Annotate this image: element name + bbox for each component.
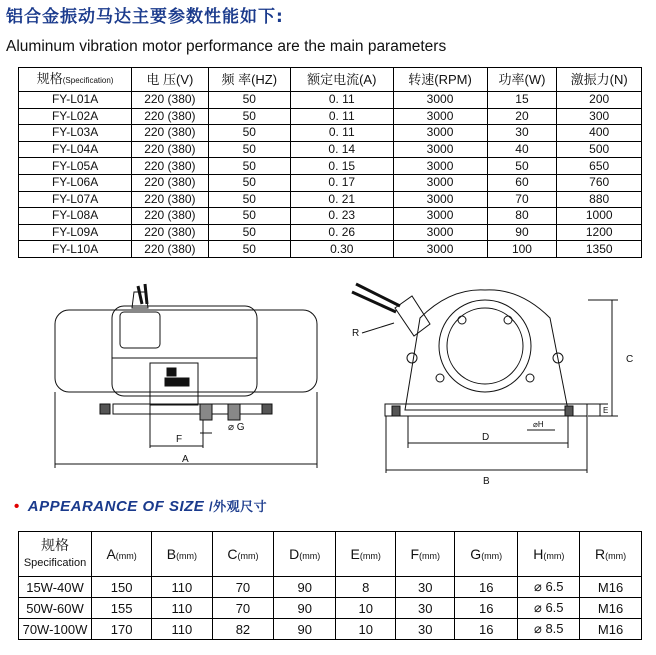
spec-cell: 3000 [393, 208, 487, 225]
size-cell: 30 [396, 598, 455, 619]
spec-cell: 880 [557, 191, 642, 208]
size-cell: 110 [152, 577, 212, 598]
spec-cell: 1000 [557, 208, 642, 225]
spec-cell: 300 [557, 108, 642, 125]
size-cell: 8 [336, 577, 396, 598]
spec-cell: 90 [487, 224, 557, 241]
spec-cell: 220 (380) [132, 191, 208, 208]
spec-cell: 30 [487, 125, 557, 142]
front-label-h: ⌀H [533, 420, 544, 429]
bullet-icon: • [14, 498, 20, 515]
spec-row [19, 141, 642, 158]
spec-cell: 3000 [393, 108, 487, 125]
spec-cell: 220 (380) [132, 174, 208, 191]
size-cell: ⌀ 6.5 [518, 598, 580, 619]
spec-row [19, 92, 642, 109]
size-header-e: E(mm) [336, 532, 396, 577]
size-header-h: H(mm) [518, 532, 580, 577]
size-header-specification: 规格 Specification [19, 532, 92, 577]
size-header-a: A(mm) [92, 532, 152, 577]
appearance-title: • APPEARANCE OF SIZE /外观尺寸 [14, 498, 268, 515]
spec-cell: 3000 [393, 158, 487, 175]
spec-cell: FY-L07A [19, 191, 132, 208]
size-cell: 90 [274, 598, 336, 619]
page-title-cn: 铝合金振动马达主要参数性能如下: [6, 7, 284, 27]
front-label-b: B [483, 476, 490, 487]
size-header-b: B(mm) [152, 532, 212, 577]
spec-header-specification: 规格(Specification) [19, 68, 132, 92]
size-header-row [19, 532, 642, 577]
spec-cell: FY-L04A [19, 141, 132, 158]
spec-cell: 1350 [557, 241, 642, 258]
size-cell: ⌀ 8.5 [518, 619, 580, 640]
spec-cell: 220 (380) [132, 224, 208, 241]
spec-cell: 40 [487, 141, 557, 158]
spec-header-power: 功率(W) [487, 68, 557, 92]
size-cell: M16 [580, 577, 642, 598]
front-label-e: E [603, 406, 609, 415]
spec-cell: 50 [487, 158, 557, 175]
size-cell: 170 [92, 619, 152, 640]
size-cell: 150 [92, 577, 152, 598]
size-cell: 50W-60W [19, 598, 92, 619]
front-label-d: D [482, 432, 490, 443]
size-cell: M16 [580, 619, 642, 640]
size-cell: 90 [274, 577, 336, 598]
spec-cell: 650 [557, 158, 642, 175]
size-cell: 155 [92, 598, 152, 619]
spec-cell: 50 [208, 92, 290, 109]
size-cell: 30 [396, 577, 455, 598]
spec-cell: 50 [208, 191, 290, 208]
spec-cell: 0. 17 [291, 174, 393, 191]
spec-cell: 50 [208, 141, 290, 158]
size-cell: 70W-100W [19, 619, 92, 640]
size-cell: 10 [336, 598, 396, 619]
spec-cell: 0. 14 [291, 141, 393, 158]
size-cell: 10 [336, 619, 396, 640]
dimension-drawing [0, 278, 656, 488]
spec-cell: 220 (380) [132, 92, 208, 109]
spec-cell: 50 [208, 224, 290, 241]
spec-cell: FY-L01A [19, 92, 132, 109]
spec-cell: 50 [208, 158, 290, 175]
front-label-r: R [352, 328, 360, 339]
spec-header-speed: 转速(RPM) [393, 68, 487, 92]
side-label-g: ⌀ G [228, 422, 245, 433]
spec-header-row [19, 68, 642, 92]
spec-cell: 3000 [393, 191, 487, 208]
spec-cell: 0. 26 [291, 224, 393, 241]
spec-row [19, 191, 642, 208]
spec-header-voltage: 电 压(V) [132, 68, 208, 92]
size-cell: 16 [455, 619, 518, 640]
spec-cell: 50 [208, 174, 290, 191]
front-label-c: C [626, 354, 634, 365]
spec-cell: 100 [487, 241, 557, 258]
spec-header-frequency: 频 率(HZ) [208, 68, 290, 92]
size-cell: M16 [580, 598, 642, 619]
spec-cell: 50 [208, 108, 290, 125]
size-row [19, 619, 642, 640]
size-table [18, 531, 642, 640]
spec-cell: 15 [487, 92, 557, 109]
spec-cell: 1200 [557, 224, 642, 241]
spec-cell: FY-L03A [19, 125, 132, 142]
spec-cell: 400 [557, 125, 642, 142]
size-cell: 110 [152, 619, 212, 640]
spec-cell: 20 [487, 108, 557, 125]
size-cell: 16 [455, 598, 518, 619]
spec-cell: 760 [557, 174, 642, 191]
size-cell: 90 [274, 619, 336, 640]
spec-cell: 80 [487, 208, 557, 225]
spec-header-force: 激振力(N) [557, 68, 642, 92]
size-cell: 70 [212, 598, 274, 619]
size-cell: 70 [212, 577, 274, 598]
spec-cell: 220 (380) [132, 241, 208, 258]
spec-cell: 0.30 [291, 241, 393, 258]
spec-cell: FY-L05A [19, 158, 132, 175]
spec-row [19, 108, 642, 125]
spec-header-current: 额定电流(A) [291, 68, 393, 92]
spec-cell: 60 [487, 174, 557, 191]
spec-cell: FY-L09A [19, 224, 132, 241]
side-label-f: F [176, 434, 183, 445]
spec-cell: 0. 23 [291, 208, 393, 225]
spec-cell: 220 (380) [132, 141, 208, 158]
size-cell: 82 [212, 619, 274, 640]
spec-cell: 0. 15 [291, 158, 393, 175]
spec-cell: 3000 [393, 141, 487, 158]
spec-row [19, 174, 642, 191]
side-view-drawing [55, 284, 317, 468]
spec-cell: FY-L06A [19, 174, 132, 191]
spec-table [18, 67, 642, 258]
front-view-drawing [352, 284, 618, 473]
spec-cell: 50 [208, 241, 290, 258]
size-header-f: F(mm) [396, 532, 455, 577]
spec-cell: 50 [208, 208, 290, 225]
spec-cell: FY-L02A [19, 108, 132, 125]
size-header-d: D(mm) [274, 532, 336, 577]
size-row [19, 598, 642, 619]
spec-cell: 50 [208, 125, 290, 142]
spec-row [19, 224, 642, 241]
size-header-g: G(mm) [455, 532, 518, 577]
spec-cell: 3000 [393, 125, 487, 142]
spec-cell: 220 (380) [132, 108, 208, 125]
spec-cell: 3000 [393, 241, 487, 258]
spec-cell: 200 [557, 92, 642, 109]
size-cell: 15W-40W [19, 577, 92, 598]
spec-cell: 0. 21 [291, 191, 393, 208]
size-header-c: C(mm) [212, 532, 274, 577]
spec-row [19, 158, 642, 175]
size-cell: 110 [152, 598, 212, 619]
spec-cell: 220 (380) [132, 125, 208, 142]
spec-cell: 500 [557, 141, 642, 158]
side-label-a: A [182, 454, 189, 465]
size-header-r: R(mm) [580, 532, 642, 577]
spec-cell: 220 (380) [132, 208, 208, 225]
spec-row [19, 241, 642, 258]
spec-cell: 0. 11 [291, 92, 393, 109]
spec-cell: 0. 11 [291, 125, 393, 142]
spec-cell: 70 [487, 191, 557, 208]
spec-cell: FY-L10A [19, 241, 132, 258]
spec-row [19, 208, 642, 225]
spec-cell: 0. 11 [291, 108, 393, 125]
spec-cell: 220 (380) [132, 158, 208, 175]
size-cell: 30 [396, 619, 455, 640]
size-cell: 16 [455, 577, 518, 598]
spec-cell: FY-L08A [19, 208, 132, 225]
size-cell: ⌀ 6.5 [518, 577, 580, 598]
size-row [19, 577, 642, 598]
spec-row [19, 125, 642, 142]
spec-cell: 3000 [393, 92, 487, 109]
spec-cell: 3000 [393, 174, 487, 191]
page-title-en: Aluminum vibration motor performance are the main parameters [6, 38, 447, 55]
spec-cell: 3000 [393, 224, 487, 241]
